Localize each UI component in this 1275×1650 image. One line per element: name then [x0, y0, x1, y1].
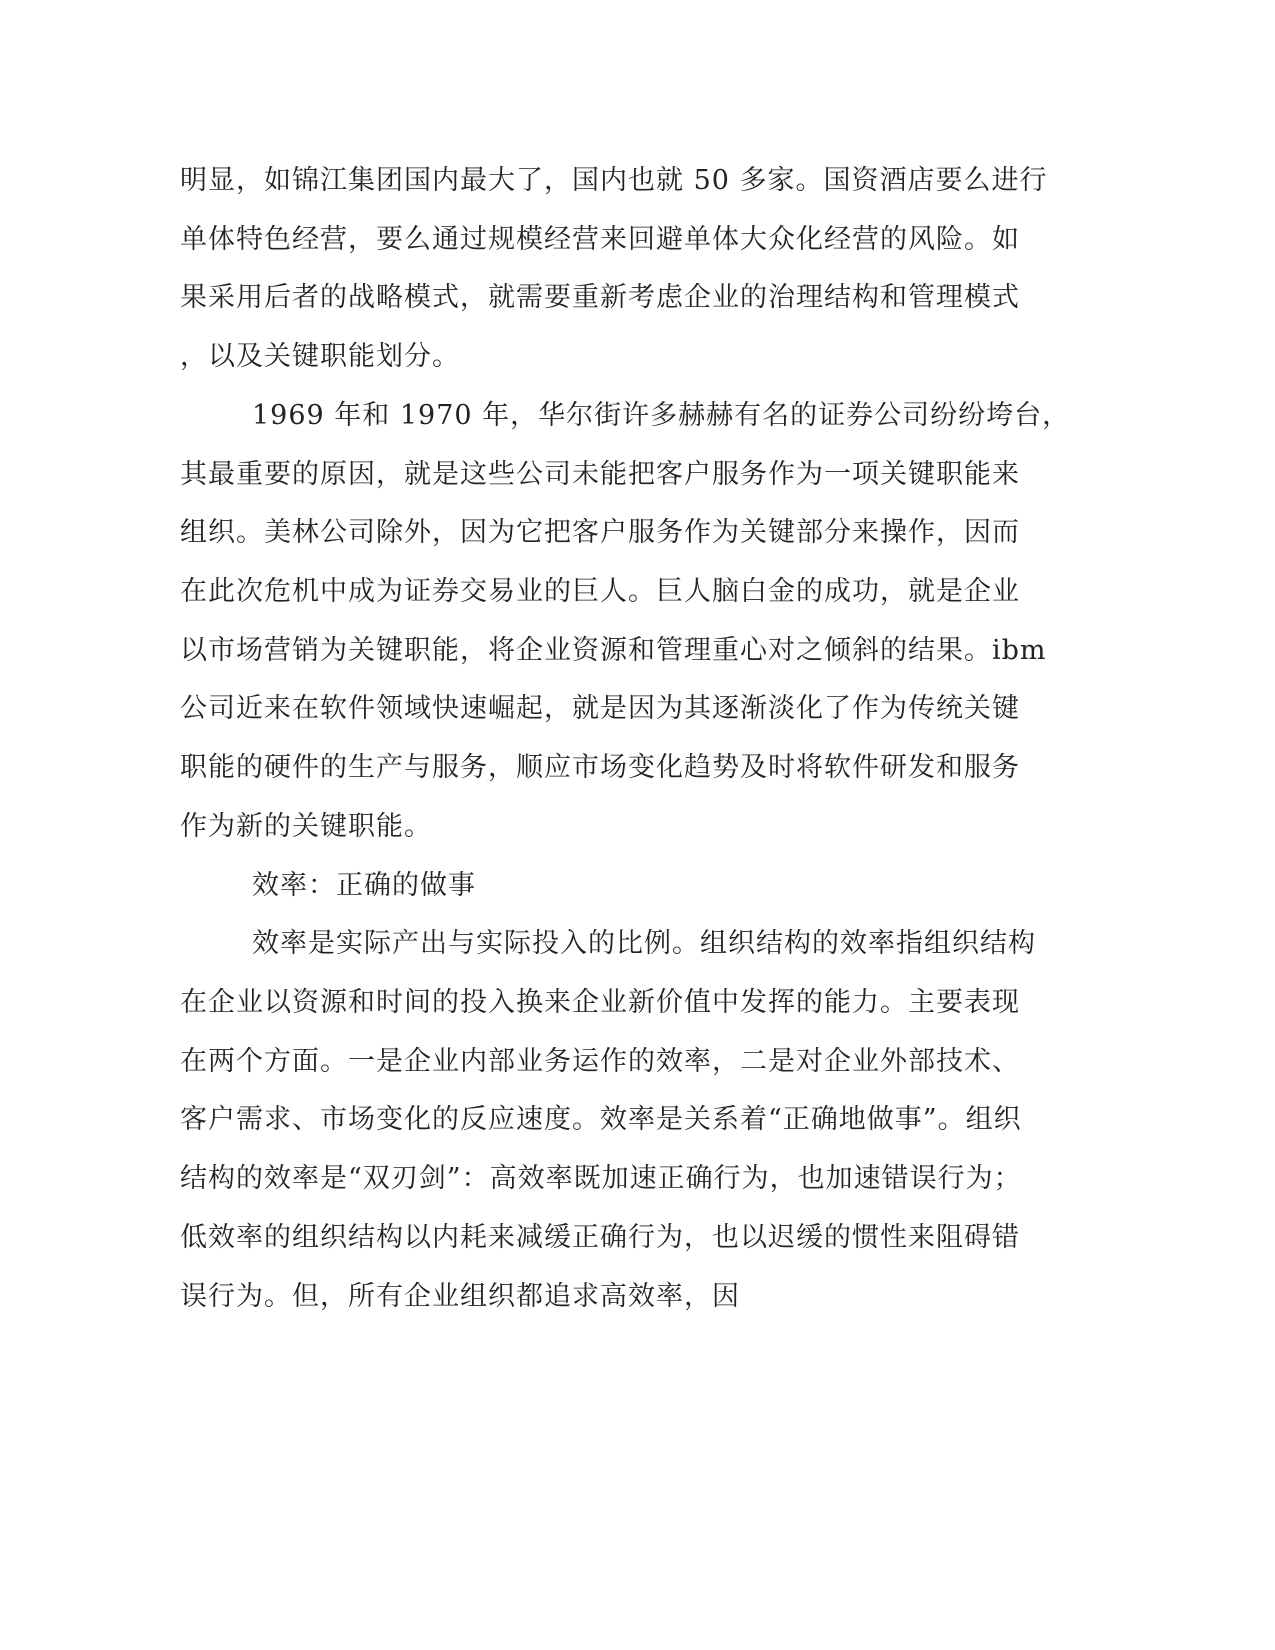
text-line: 组织。美林公司除外，因为它把客户服务作为关键部分来操作，因而	[180, 517, 1020, 548]
text-line: 在企业以资源和时间的投入换来企业新价值中发挥的能力。主要表现	[180, 987, 1020, 1018]
text-line: 低效率的组织结构以内耗来减缓正确行为，也以迟缓的惯性来阻碍错	[180, 1222, 1020, 1253]
text-line: 其最重要的原因，就是这些公司未能把客户服务作为一项关键职能来	[180, 459, 1020, 490]
text-line: 在两个方面。一是企业内部业务运作的效率，二是对企业外部技术、	[180, 1046, 1020, 1077]
text-line: 在此次危机中成为证券交易业的巨人。巨人脑白金的成功，就是企业	[180, 576, 1020, 607]
text-line: 单体特色经营，要么通过规模经营来回避单体大众化经营的风险。如	[180, 224, 1020, 255]
paragraph-first-line: 效率是实际产出与实际投入的比例。组织结构的效率指组织结构	[252, 928, 1036, 959]
text-line: 客户需求、市场变化的反应速度。效率是关系着“正确地做事”。组织	[180, 1104, 1022, 1135]
text-line: ，以及关键职能划分。	[180, 341, 460, 372]
text-line: 结构的效率是“双刃剑”：高效率既加速正确行为，也加速错误行为；	[180, 1163, 1022, 1194]
text-line: 果采用后者的战略模式，就需要重新考虑企业的治理结构和管理模式	[180, 282, 1020, 313]
text-line: 公司近来在软件领域快速崛起，就是因为其逐渐淡化了作为传统关键	[180, 693, 1020, 724]
text-line: 以市场营销为关键职能，将企业资源和管理重心对之倾斜的结果。ibm	[180, 635, 1047, 666]
text-line: 职能的硬件的生产与服务，顺应市场变化趋势及时将软件研发和服务	[180, 752, 1020, 783]
text-line: 明显，如锦江集团国内最大了，国内也就 50 多家。国资酒店要么进行	[180, 165, 1048, 196]
text-line: 误行为。但，所有企业组织都追求高效率，因	[180, 1281, 740, 1312]
paragraph-first-line: 1969 年和 1970 年，华尔街许多赫赫有名的证券公司纷纷垮台，	[252, 400, 1071, 431]
text-line: 作为新的关键职能。	[180, 811, 432, 842]
section-heading: 效率：正确的做事	[252, 870, 476, 901]
